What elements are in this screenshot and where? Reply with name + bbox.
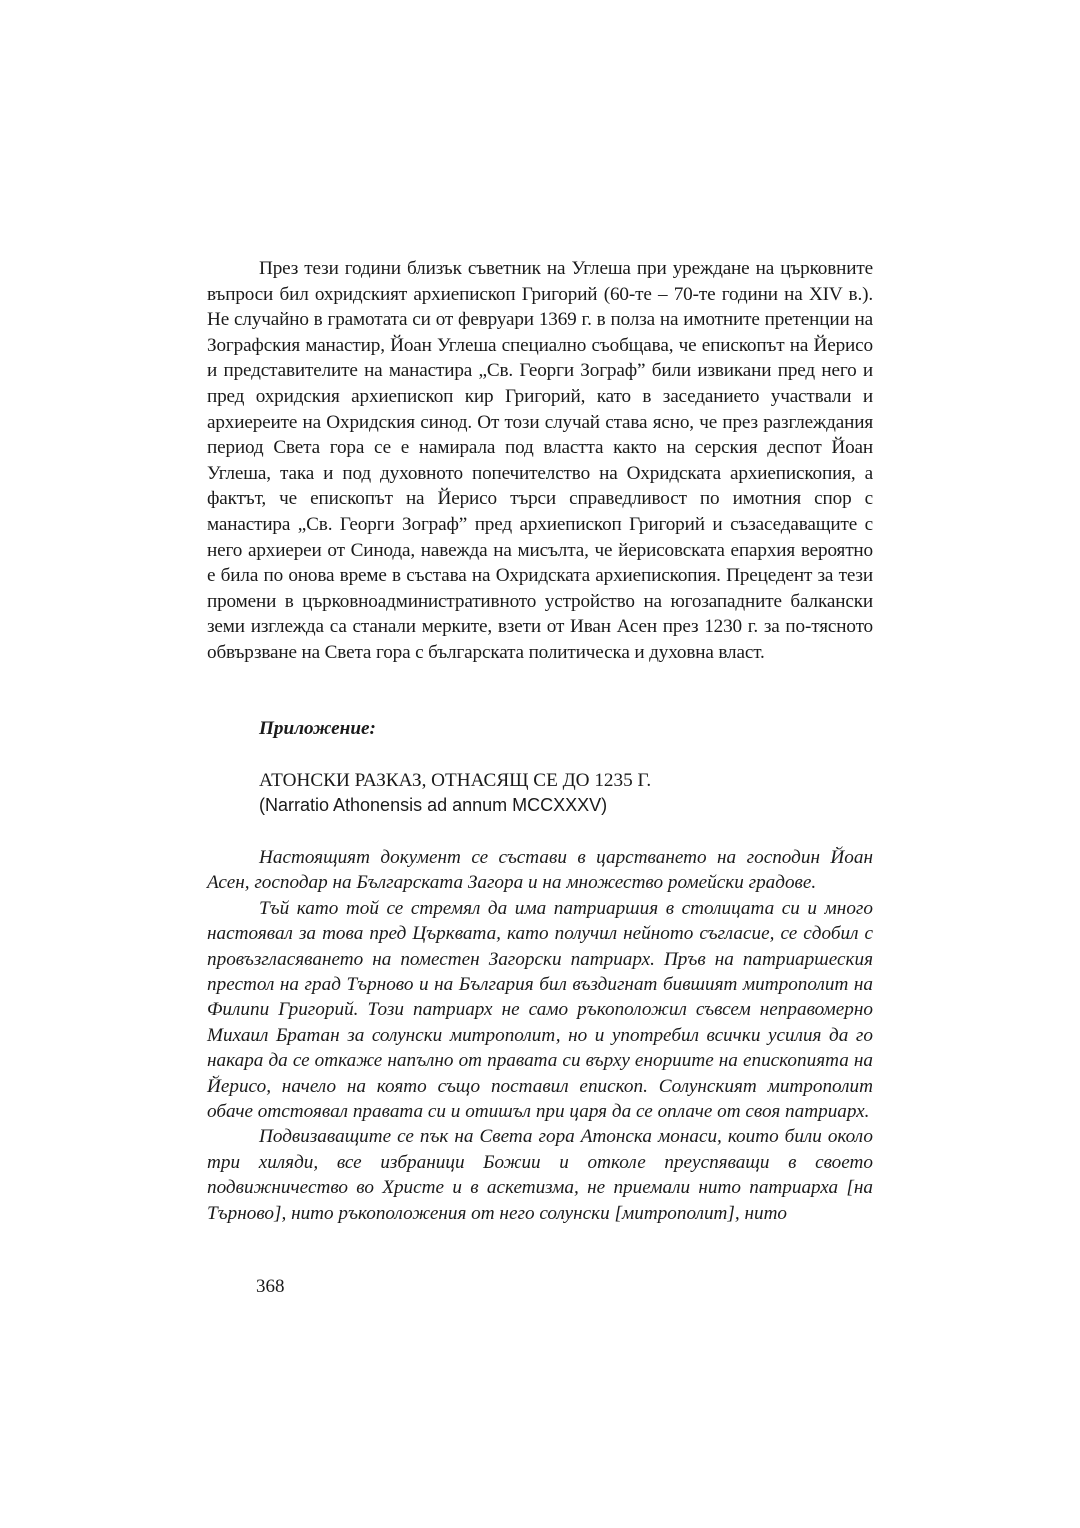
translation-text <box>207 845 873 1226</box>
document-title-block <box>207 768 925 818</box>
appendix-heading: Приложение: <box>259 718 376 739</box>
translation-paragraph-1: Настоящият документ се състави в царстването на господин Йоан Асен, господар на Българската Загора и на множество ромейски градове. <box>207 847 873 894</box>
page-number: 368 <box>256 1276 285 1297</box>
document-title: АТОНСКИ РАЗКАЗ, ОТНАСЯЩ СЕ ДО 1235 Г. <box>259 770 652 791</box>
translation-paragraph-3: Подвизаващите се пък на Света гора Атонска монаси, които били около три хиляди, все избраници Божии и отколе преуспяващи в своето подвижничество во Христе и в аскетизма, не приемали нито патриарха [на Търново], нито ръкоположения от него солунски [митрополит], нито <box>207 1126 873 1224</box>
document-latin-subtitle: (Narratio Athonensis ad annum MCCXXXV) <box>259 795 608 815</box>
translation-paragraph-2: Тъй като той се стремял да има патриаршия в столицата си и много настоявал за това пред Църквата, като получил нейното съгласие, се сдобил с провъзгласяването на поместен Загорски патриарх. Пръв на патриаршеския престол на град Търново и на България бил въздигнат бившият митрополит на Филипи Григорий. Този патриарх не само ръкоположил съвсем неправомерно Михаил Братан за солунски митрополит, но и употребил всички усилия да го накара да се откаже напълно от правата си върху енориите на епископията на Йерисо, начело на която също поставил епископ. Солунският митрополит обаче отстоявал правата си и отишъл при царя да се оплаче от своя патриарх. <box>207 897 873 1123</box>
body-paragraph: През тези години близък съветник на Углеша при уреждане на църковните въпроси бил охридският архиепископ Григорий (60-те – 70-те години на XIV в.). Не случайно в грамотата си от февруари 1369 г. в полза на имотните претенции на Зографския манастир, Йоан Углеша специално съобщава, че епископът на Йерисо и представителите на манастира „Св. Георги Зограф” били извикани пред него и пред охридския архиепископ кир Григорий, като в заседанието участвали и архиереите на Охридския синод. От този случай става ясно, че през разглеждания период Света гора се е намирала под властта както на серския деспот Йоан Углеша, така и под духовното попечителство на Охридската архиепископия, а фактът, че епископът на Йерисо търси справедливост по имотния спор с манастира „Св. Георги Зограф” пред архиепископ Григорий и съзаседаващите с него архиереи от Синода, навежда на мисълта, че йерисовската епархия вероятно е била по онова време в състава на Охридската архиепископия. Прецедент за тези промени в църковноадминистративното устройство на югозападните балкански земи изглежда са станали мерките, взети от Иван Асен през 1230 г. за по-тясното обвързване на Света гора с българската политическа и духовна власт. <box>207 258 873 663</box>
